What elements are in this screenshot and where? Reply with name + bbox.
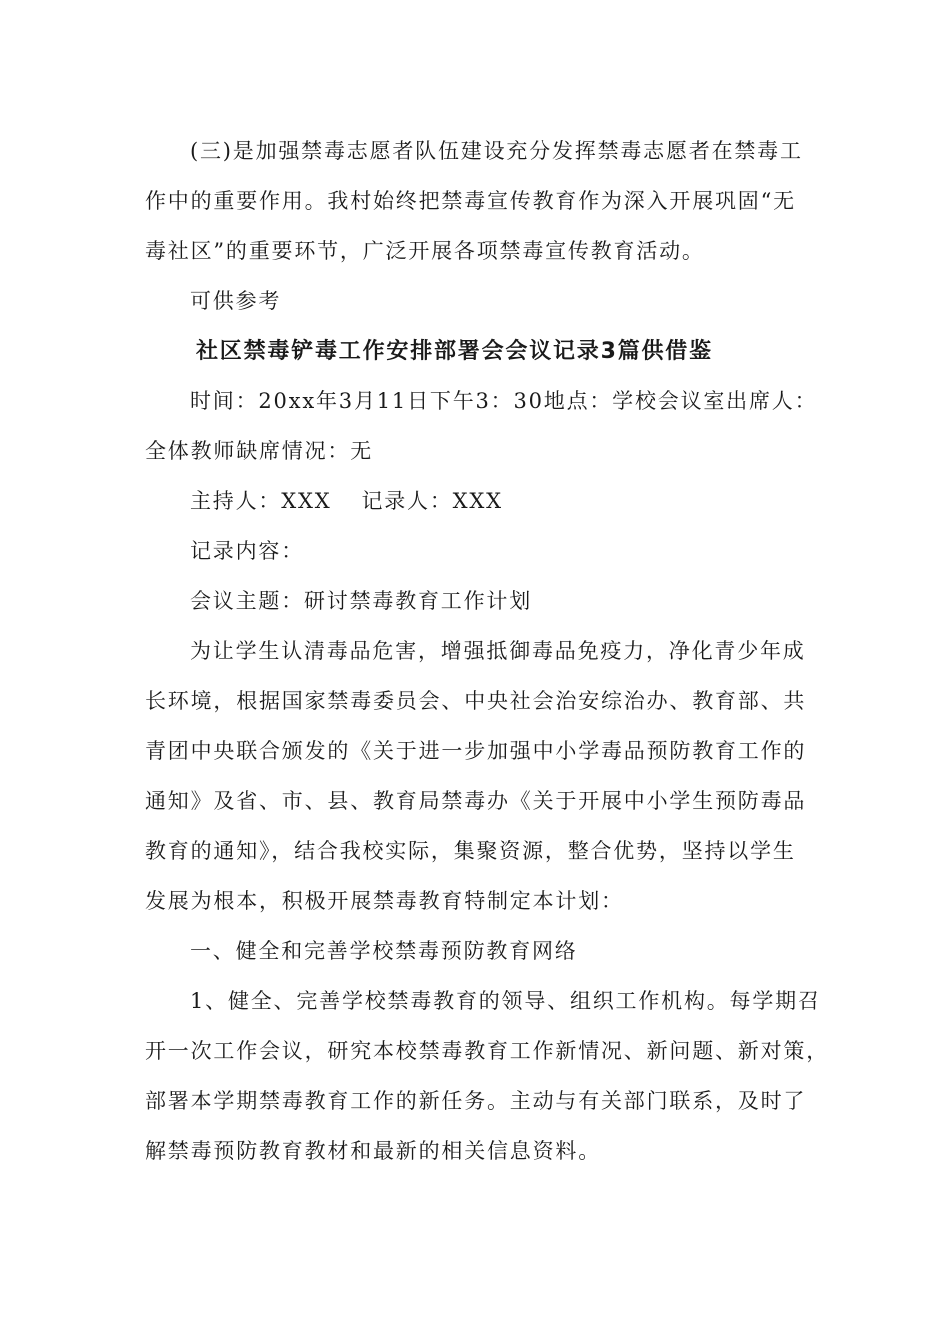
document-title: 社区禁毒铲毒工作安排部署会会议记录3篇供借鉴: [196, 339, 713, 364]
section3-line-2: 作中的重要作用。我村始终把禁毒宣传教育作为深入开展巩固“无: [145, 189, 796, 213]
item1-line-1: 1、健全、完善学校禁毒教育的领导、组织工作机构。每学期召: [190, 989, 821, 1013]
reference-note: 可供参考: [190, 289, 282, 313]
intro-line-2: 长环境，根据国家禁毒委员会、中央社会治安综治办、教育部、共: [145, 689, 807, 713]
meeting-recorder: 记录人：XXX: [361, 489, 503, 513]
intro-line-4: 通知》及省、市、县、教育局禁毒办《关于开展中小学生预防毒品: [145, 789, 807, 813]
host-recorder-line: [190, 487, 503, 515]
meeting-topic: 会议主题：研讨禁毒教育工作计划: [190, 589, 532, 613]
meeting-host: 主持人：XXX: [190, 489, 332, 513]
section-heading-1: 一、健全和完善学校禁毒预防教育网络: [190, 939, 578, 963]
section3-line-3: 毒社区”的重要环节，广泛开展各项禁毒宣传教育活动。: [145, 239, 705, 263]
intro-line-6: 发展为根本，积极开展禁毒教育特制定本计划：: [145, 889, 624, 913]
item1-line-4: 解禁毒预防教育教材和最新的相关信息资料。: [145, 1139, 601, 1163]
intro-line-5: 教育的通知》，结合我校实际，集聚资源，整合优势，坚持以学生: [145, 839, 796, 863]
record-content-label: 记录内容：: [190, 539, 304, 563]
intro-line-3: 青团中央联合颁发的《关于进一步加强中小学毒品预防教育工作的: [145, 739, 807, 763]
item1-line-3: 部署本学期禁毒教育工作的新任务。主动与有关部门联系，及时了: [145, 1089, 807, 1113]
meeting-info-line-1: 时间：20xx年3月11日下午3：30地点：学校会议室出席人：: [190, 389, 818, 413]
meeting-info-line-2: 全体教师缺席情况：无: [145, 439, 373, 463]
item1-line-2: 开一次工作会议，研究本校禁毒教育工作新情况、新问题、新对策，: [145, 1039, 829, 1063]
section3-line-1: (三)是加强禁毒志愿者队伍建设充分发挥禁毒志愿者在禁毒工: [190, 139, 803, 163]
intro-line-1: 为让学生认清毒品危害，增强抵御毒品免疫力，净化青少年成: [190, 639, 806, 663]
